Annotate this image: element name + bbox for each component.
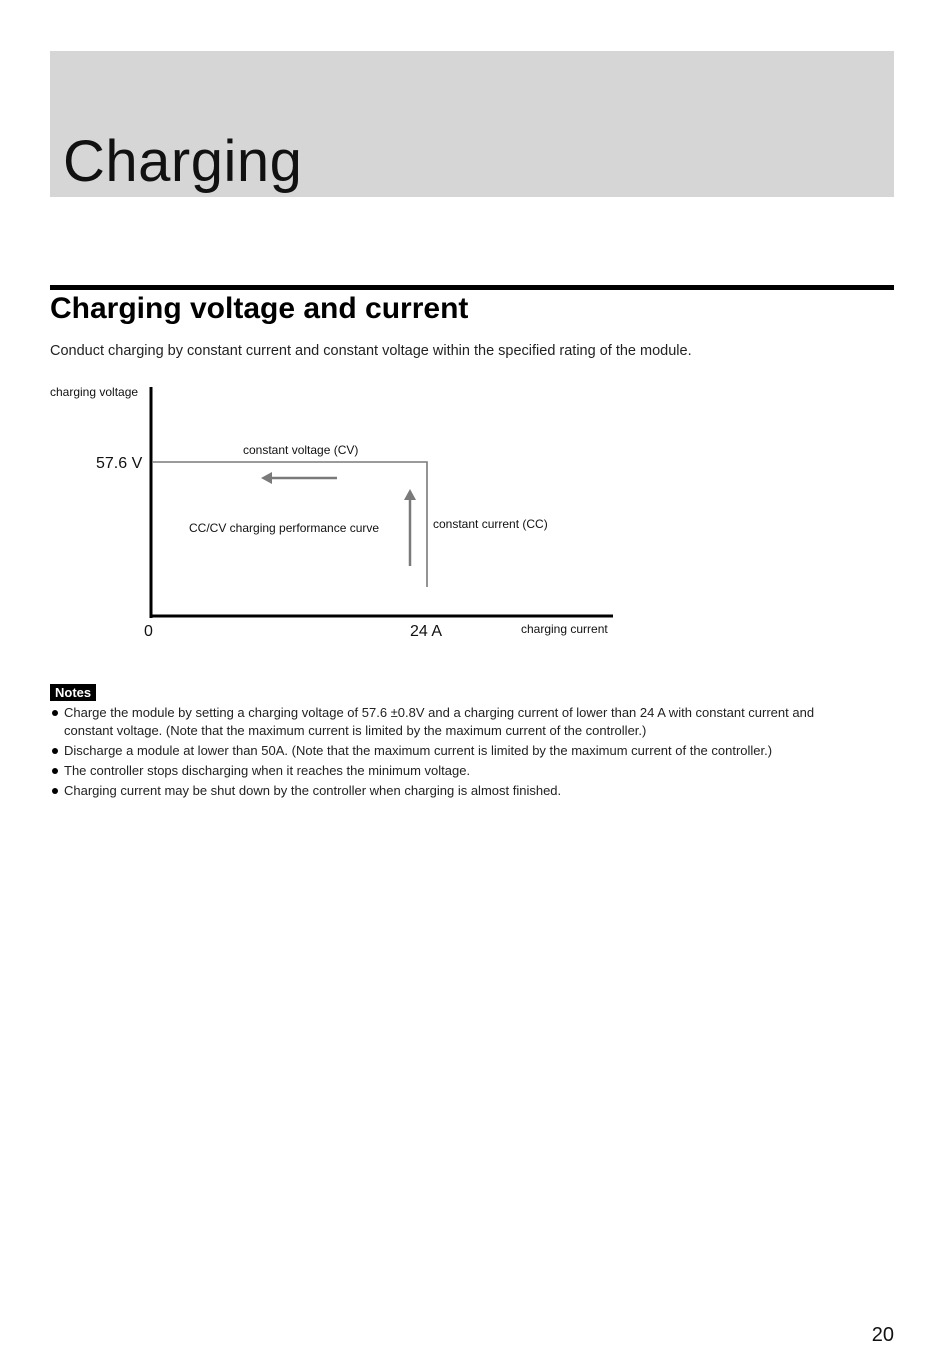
section-title: Charging voltage and current (50, 292, 469, 325)
current-value: 24 A (410, 623, 443, 640)
notes-badge: Notes (50, 684, 96, 701)
x-axis-label: charging current (521, 622, 608, 636)
cv-arrow-head (261, 472, 272, 484)
cv-label: constant voltage (CV) (243, 443, 359, 457)
origin-label: 0 (144, 623, 153, 640)
cc-label: constant current (CC) (433, 517, 548, 531)
page-number: 20 (871, 1324, 894, 1346)
list-item: The controller stops discharging when it reaches the minimum voltage. (50, 762, 860, 780)
section-intro: Conduct charging by constant current and constant voltage within the specified rating of the module. (50, 343, 692, 359)
list-item: Discharge a module at lower than 50A. (Note that the maximum current is limited by the maximum current of the controller.) (50, 742, 860, 760)
cc-arrow-head (404, 489, 416, 500)
list-item: Charging current may be shut down by the controller when charging is almost finished. (50, 782, 860, 800)
y-axis-label: charging voltage (50, 385, 139, 399)
notes-list (50, 704, 860, 802)
list-item: Charge the module by setting a charging voltage of 57.6 ±0.8V and a charging current of lower than 24 A with constant current and constant voltage. (Note that the maximum current is limited by the maximum current of the controller.) (50, 704, 860, 740)
curve-label: CC/CV charging performance curve (189, 521, 380, 535)
voltage-value: 57.6 V (96, 455, 143, 472)
chapter-title: Charging (63, 129, 303, 194)
